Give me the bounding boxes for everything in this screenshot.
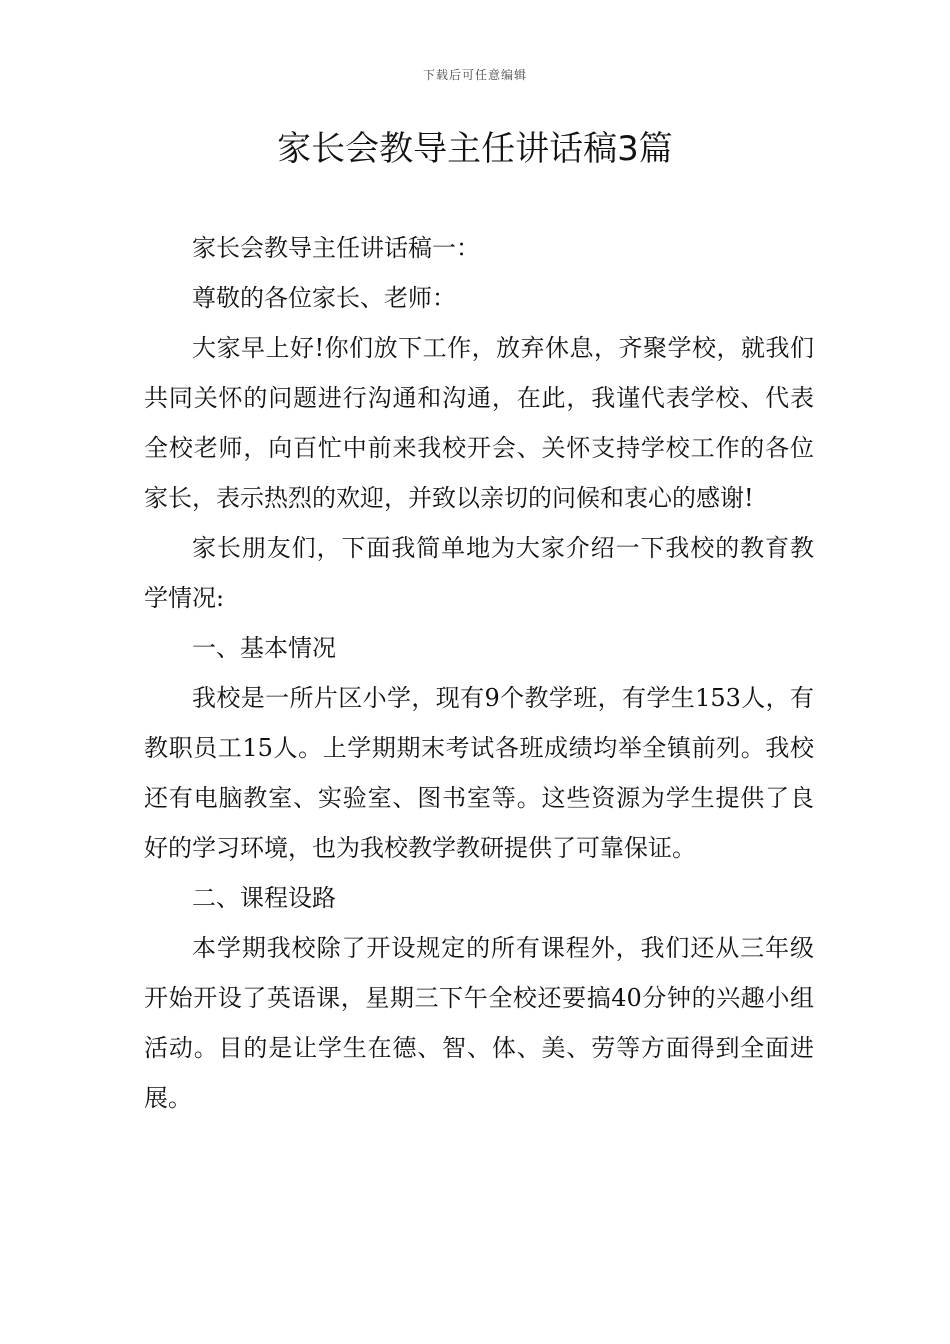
salutation-heading: 家长会教导主任讲话稿一： bbox=[192, 234, 480, 262]
body-paragraph: 大家早上好!你们放下工作，放弃休息，齐聚学校，就我们共同关怀的问题进行沟通和沟通，在此，我谨代表学校、代表全校老师，向百忙中前来我校开会、关怀支持学校工作的各位家长，表示热烈的欢迎，并致以亲切的问候和衷心的感谢! bbox=[144, 334, 814, 512]
body-paragraph: 家长朋友们，下面我简单地为大家介绍一下我校的教育教学情况: bbox=[144, 534, 814, 612]
section-heading: 一、基本情况 bbox=[192, 634, 336, 662]
document-title: 家长会教导主任讲话稿3篇 bbox=[277, 129, 673, 169]
document-body bbox=[144, 223, 814, 1123]
body-paragraph: 本学期我校除了开设规定的所有课程外，我们还从三年级开始开设了英语课，星期三下午全校还要搞40分钟的兴趣小组活动。目的是让学生在德、智、体、美、劳等方面得到全面进展。 bbox=[144, 934, 814, 1112]
greeting: 尊敬的各位家长、老师： bbox=[192, 284, 456, 312]
section-heading: 二、课程设路 bbox=[192, 884, 336, 912]
body-paragraph: 我校是一所片区小学，现有9个教学班，有学生153人，有教职员工15人。上学期期末考试各班成绩均举全镇前列。我校还有电脑教室、实验室、图书室等。这些资源为学生提供了良好的学习环境，也为我校教学教研提供了可靠保证。 bbox=[144, 684, 814, 862]
header-note: 下载后可任意编辑 bbox=[422, 68, 527, 82]
